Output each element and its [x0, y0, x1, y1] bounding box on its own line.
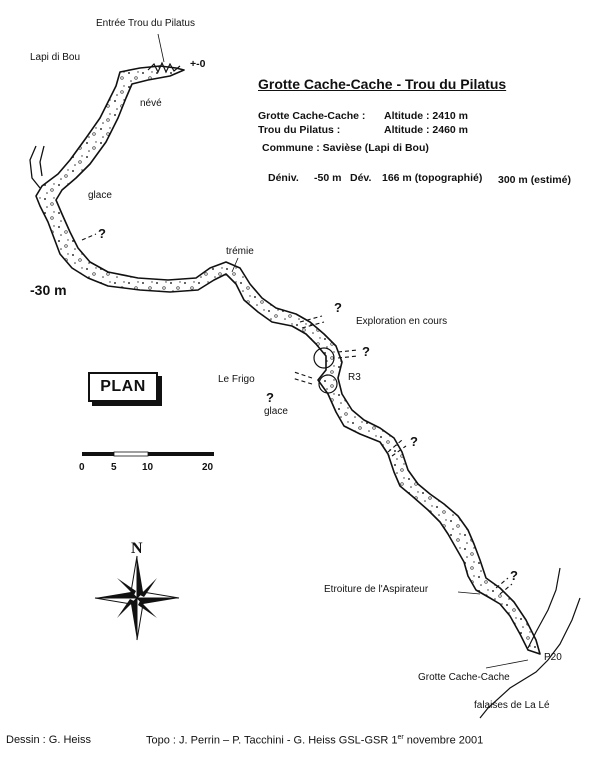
- pilatus-name: Trou du Pilatus :: [258, 124, 341, 136]
- label-neve: névé: [140, 98, 162, 109]
- label-glace-1: glace: [88, 190, 112, 201]
- plan-label: PLAN: [100, 378, 146, 395]
- label-lapi: Lapi di Bou: [30, 52, 81, 63]
- lead-question-2: ?: [334, 300, 342, 315]
- dev-label: Dév.: [350, 172, 372, 184]
- lead-question-1: ?: [98, 226, 106, 241]
- label-glace-2: glace: [264, 406, 288, 417]
- scale-10: 10: [142, 462, 154, 473]
- lead-question-4: ?: [266, 390, 274, 405]
- deniv-label: Déniv.: [268, 172, 299, 184]
- lead-question-6: ?: [510, 568, 518, 583]
- compass-rose-icon: [95, 556, 179, 640]
- label-etroiture: Etroiture de l'Aspirateur: [324, 584, 429, 595]
- label-le-frigo: Le Frigo: [218, 374, 255, 385]
- dev-topo: 166 m (topographié): [382, 172, 483, 184]
- scale-20: 20: [202, 462, 214, 473]
- grotte-altitude: Altitude : 2410 m: [384, 110, 469, 122]
- footer-sup: er: [397, 734, 404, 741]
- lead-question-3: ?: [362, 344, 370, 359]
- map-title: Grotte Cache-Cache - Trou du Pilatus: [258, 76, 507, 92]
- grotte-name: Grotte Cache-Cache :: [258, 110, 366, 122]
- deniv-value: -50 m: [314, 172, 342, 184]
- commune: Commune : Savièse (Lapi di Bou): [262, 142, 429, 154]
- label-tremie: trémie: [226, 246, 254, 257]
- label-exploration: Exploration en cours: [356, 316, 448, 327]
- label-zero: +-0: [190, 58, 206, 70]
- footer-dessin: Dessin : G. Heiss: [6, 734, 91, 746]
- scale-bar: [82, 452, 214, 456]
- footer-topo-text: Topo : J. Perrin – P. Tacchini - G. Heiss GSL-GSR 1: [146, 734, 398, 747]
- lead-question-5: ?: [410, 434, 418, 449]
- label-p20: P20: [544, 652, 562, 663]
- scale-5: 5: [111, 462, 117, 473]
- pilatus-altitude: Altitude : 2460 m: [384, 124, 469, 136]
- footer-topo: [146, 734, 483, 747]
- north-label: N: [131, 540, 143, 557]
- footer-date: novembre 2001: [403, 734, 484, 747]
- scale-0: 0: [79, 462, 85, 473]
- dev-estime: 300 m (estimé): [498, 174, 571, 186]
- label-depth: -30 m: [30, 282, 67, 298]
- label-grotte: Grotte Cache-Cache: [418, 672, 510, 683]
- label-entree: Entrée Trou du Pilatus: [96, 18, 195, 29]
- plan-badge: [88, 372, 158, 402]
- label-falaises: falaises de La Lé: [474, 700, 550, 711]
- label-r3: R3: [348, 372, 361, 383]
